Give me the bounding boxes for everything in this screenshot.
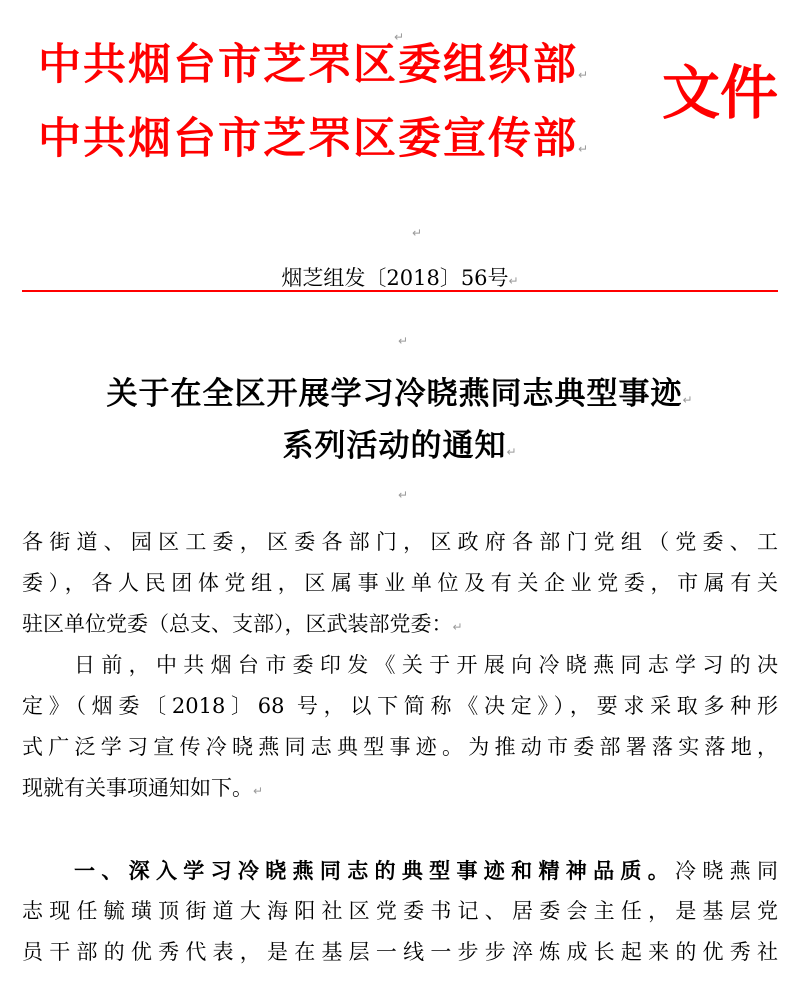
paragraph-mark: ↵	[412, 226, 423, 240]
paragraph-mark: ↵	[394, 30, 405, 44]
notice-title-line-2	[0, 420, 800, 465]
paragraph-line: 式广泛学习宣传冷晓燕同志典型事迹。为推动市委部署落实落地，	[22, 735, 778, 759]
title-text-1: 关于在全区开展学习冷晓燕同志典型事迹	[106, 376, 683, 412]
addressee-paragraph	[22, 522, 778, 645]
addressee-line-text: 驻区单位党委（总支、支部），区武装部党委：	[22, 612, 453, 636]
paragraph-heading-line	[22, 850, 778, 891]
paragraph-line: 志现任毓璜顶街道大海阳社区党委书记、居委会主任，是基层党	[22, 899, 778, 923]
paragraph-mark: ↵	[253, 784, 264, 798]
paragraph-mark: ↵	[398, 334, 409, 348]
title-text-2: 系列活动的通知	[282, 428, 507, 464]
issuing-org-line-1	[38, 40, 591, 90]
red-separator-line	[22, 290, 778, 292]
org-name-1: 中共烟台市芝罘区委组织部	[38, 40, 578, 90]
body-paragraph-1	[22, 645, 778, 809]
paragraph-mark: ↵	[682, 393, 694, 407]
addressee-line: 委），各人民团体党组，区属事业单位及有关企业党委，市属有关	[22, 571, 778, 595]
document-number-text: 烟芝组发〔2018〕56号	[281, 266, 509, 290]
paragraph-mark: ↵	[506, 445, 518, 459]
document-number	[0, 262, 800, 292]
issuing-org-line-2	[38, 114, 591, 164]
paragraph-line-text: 冷晓燕同	[675, 859, 779, 883]
section-heading: 一、深入学习冷晓燕同志的典型事迹和精神品质。	[74, 858, 676, 883]
paragraph-line: 员干部的优秀代表，是在基层一线一步步淬炼成长起来的优秀社	[22, 940, 778, 964]
paragraph-line: 定》（烟委〔2018〕68 号，以下简称《决定》），要求采取多种形	[22, 694, 778, 718]
paragraph-line-last	[22, 768, 778, 809]
addressee-line: 各街道、园区工委，区委各部门，区政府各部门党组（党委、工	[22, 530, 778, 554]
paragraph-mark: ↵	[508, 274, 519, 288]
addressee-line-last	[22, 604, 778, 645]
body-paragraph-2	[22, 850, 778, 973]
paragraph-mark: ↵	[578, 68, 591, 82]
document-word: 文件	[662, 59, 779, 127]
notice-title-line-1	[0, 368, 800, 413]
paragraph-line-text: 现就有关事项通知如下。	[22, 776, 253, 800]
paragraph-line: 日前，中共烟台市委印发《关于开展向冷晓燕同志学习的决	[74, 653, 778, 677]
paragraph-mark: ↵	[452, 620, 463, 634]
org-name-2: 中共烟台市芝罘区委宣传部	[38, 114, 578, 164]
paragraph-mark: ↵	[578, 142, 591, 156]
paragraph-mark: ↵	[398, 488, 409, 502]
